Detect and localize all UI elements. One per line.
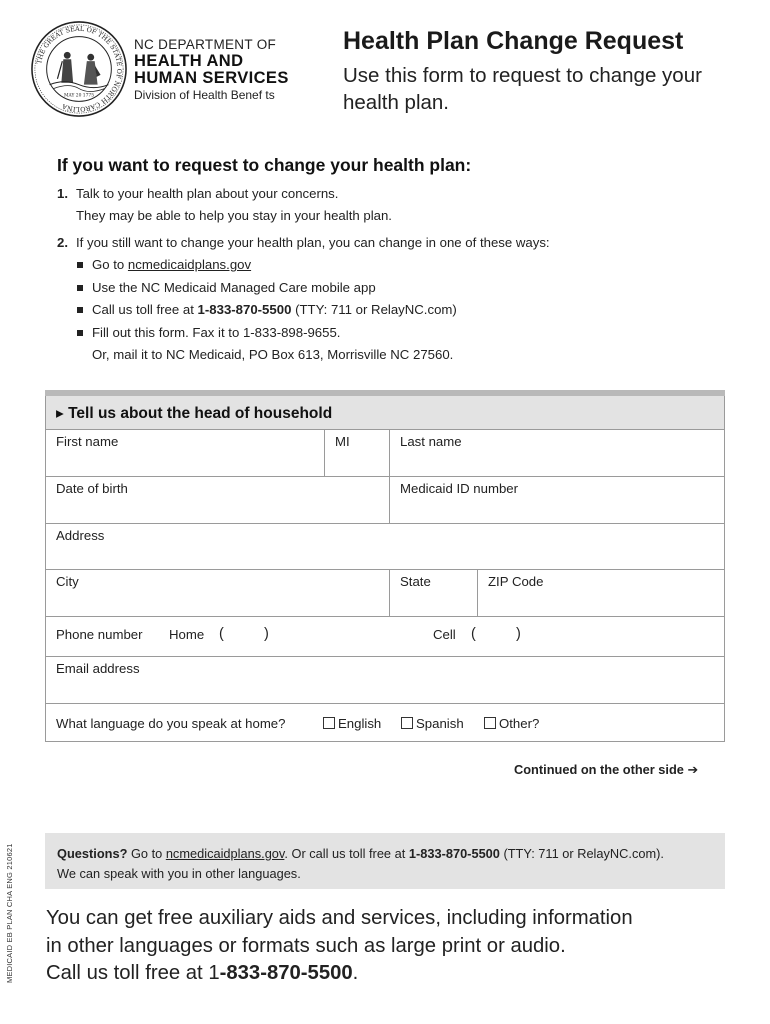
email-label: Email address bbox=[56, 661, 140, 676]
questions-post: (TTY: 711 or RelayNC.com). bbox=[499, 846, 664, 861]
spanish-checkbox[interactable] bbox=[401, 717, 413, 729]
home-phone-input[interactable] bbox=[228, 625, 264, 643]
dob-label: Date of birth bbox=[56, 481, 128, 496]
list-item-website bbox=[76, 254, 747, 277]
questions-mid: . Or call us toll free at bbox=[284, 846, 409, 861]
language-question: What language do you speak at home? bbox=[56, 716, 286, 731]
bullet-3-suffix: (TTY: 711 or RelayNC.com) bbox=[291, 302, 457, 317]
date-of-birth-field[interactable] bbox=[46, 477, 389, 523]
continued-notice: Continued on the other side ➔ bbox=[514, 762, 699, 777]
first-name-label: First name bbox=[56, 434, 119, 449]
mi-label: MI bbox=[335, 434, 350, 449]
dept-line-3: HUMAN SERVICES bbox=[134, 69, 289, 87]
email-field[interactable] bbox=[46, 657, 724, 703]
bullet-4-line-2: Or, mail it to NC Medicaid, PO Box 613, Morrisville NC 27560. bbox=[92, 347, 454, 362]
other-label: Other? bbox=[499, 716, 540, 731]
questions-line-1 bbox=[57, 844, 713, 864]
phone-number-label: Phone number bbox=[56, 627, 143, 642]
medicaid-id-label: Medicaid ID number bbox=[400, 481, 519, 496]
city-field[interactable] bbox=[46, 570, 389, 616]
cell-phone-input[interactable] bbox=[480, 625, 516, 643]
medicaid-id-field[interactable] bbox=[389, 477, 724, 523]
list-item-mobile-app: Use the NC Medicaid Managed Care mobile app bbox=[76, 277, 747, 300]
step-2-number: 2. bbox=[57, 235, 68, 250]
spanish-option[interactable] bbox=[401, 716, 464, 731]
dept-line-2: HEALTH AND bbox=[134, 51, 244, 70]
page-title: Health Plan Change Request bbox=[343, 27, 684, 55]
other-option[interactable] bbox=[484, 716, 539, 731]
questions-website-link[interactable]: ncmedicaidplans.gov bbox=[165, 846, 285, 861]
spanish-label: Spanish bbox=[416, 716, 464, 731]
auxiliary-aids-notice bbox=[46, 905, 746, 988]
head-of-household-form bbox=[45, 390, 725, 742]
questions-pre: Go to bbox=[127, 846, 166, 861]
step-2-text: If you still want to change your health plan, you can change in one of these ways: bbox=[76, 235, 550, 250]
state-field[interactable] bbox=[389, 570, 477, 616]
aids-line-2: in other languages or formats such as large print or audio. bbox=[46, 934, 566, 957]
english-checkbox[interactable] bbox=[323, 717, 335, 729]
form-section-title: ▸ Tell us about the head of household bbox=[56, 405, 333, 422]
step-1 bbox=[57, 183, 747, 227]
ncmedicaidplans-link[interactable]: ncmedicaidplans.gov bbox=[127, 257, 252, 272]
other-checkbox[interactable] bbox=[484, 717, 496, 729]
step-1-line-1: Talk to your health plan about your concerns. bbox=[76, 186, 339, 201]
page-subtitle: Use this form to request to change your health plan. bbox=[343, 64, 702, 114]
state-label: State bbox=[400, 574, 431, 589]
zip-label: ZIP Code bbox=[488, 574, 544, 589]
intro-instructions bbox=[57, 155, 747, 367]
form-row-address bbox=[46, 524, 724, 570]
nc-state-seal-logo bbox=[30, 20, 128, 118]
form-row-phone bbox=[46, 617, 724, 657]
department-wordmark bbox=[134, 38, 289, 101]
cell-phone-label: Cell bbox=[433, 627, 456, 642]
aids-line-1: You can get free auxiliary aids and services, including information bbox=[46, 907, 633, 929]
address-field[interactable] bbox=[46, 524, 724, 569]
dept-line-1: NC DEPARTMENT OF bbox=[134, 37, 277, 52]
aids-line-3-suffix: . bbox=[352, 962, 359, 984]
zip-code-field[interactable] bbox=[477, 570, 724, 616]
svg-text:MAY 20 1775: MAY 20 1775 bbox=[63, 93, 95, 99]
cell-area-close-paren: ) bbox=[516, 626, 521, 642]
division-name: Division of Health Benef ts bbox=[134, 87, 275, 102]
questions-label: Questions? bbox=[57, 846, 128, 861]
last-name-label: Last name bbox=[400, 434, 462, 449]
toll-free-phone: 1-833-870-5500 bbox=[197, 302, 292, 317]
form-code: MEDICAID EB PLAN CHA ENG 210621 bbox=[5, 843, 14, 983]
bullet-4-line-1: Fill out this form. Fax it to 1-833-898-9655. bbox=[92, 324, 341, 340]
list-item-call bbox=[76, 299, 747, 322]
first-name-field[interactable] bbox=[46, 430, 324, 476]
home-area-close-paren: ) bbox=[264, 626, 269, 642]
middle-initial-field[interactable] bbox=[324, 430, 389, 476]
cell-area-open-paren: ( bbox=[471, 626, 476, 642]
city-label: City bbox=[56, 574, 79, 589]
bullet-3-prefix: Call us toll free at bbox=[92, 302, 198, 317]
form-row-email bbox=[46, 657, 724, 704]
form-section-header bbox=[46, 396, 724, 430]
step-2 bbox=[57, 232, 747, 367]
svg-text:THE GREAT SEAL OF THE STATE OF: THE GREAT SEAL OF THE STATE OF NORTH CAROLINA bbox=[35, 24, 124, 114]
english-option[interactable] bbox=[323, 716, 381, 731]
questions-box bbox=[45, 833, 725, 889]
last-name-field[interactable] bbox=[389, 430, 724, 476]
list-item-fax-mail bbox=[76, 322, 747, 367]
bullet-1-prefix: Go to bbox=[92, 257, 128, 272]
step-1-line-2: They may be able to help you stay in your health plan. bbox=[76, 208, 392, 223]
aids-line-3-prefix: Call us toll free at 1 bbox=[46, 962, 220, 984]
aids-line-3 bbox=[46, 960, 746, 988]
form-row-language bbox=[46, 704, 724, 742]
questions-line-2: We can speak with you in other languages. bbox=[57, 866, 301, 881]
address-label: Address bbox=[56, 528, 105, 543]
form-row-dob bbox=[46, 477, 724, 524]
form-row-name bbox=[46, 430, 724, 477]
intro-heading: If you want to request to change your health plan: bbox=[57, 155, 472, 175]
home-phone-label: Home bbox=[169, 627, 205, 642]
questions-phone: 1-833-870-5500 bbox=[408, 846, 500, 861]
english-label: English bbox=[338, 716, 382, 731]
aids-phone: -833-870-5500 bbox=[219, 962, 353, 984]
form-row-city bbox=[46, 570, 724, 617]
home-area-open-paren: ( bbox=[219, 626, 224, 642]
step-1-number: 1. bbox=[57, 186, 68, 201]
change-options-list bbox=[76, 254, 747, 367]
